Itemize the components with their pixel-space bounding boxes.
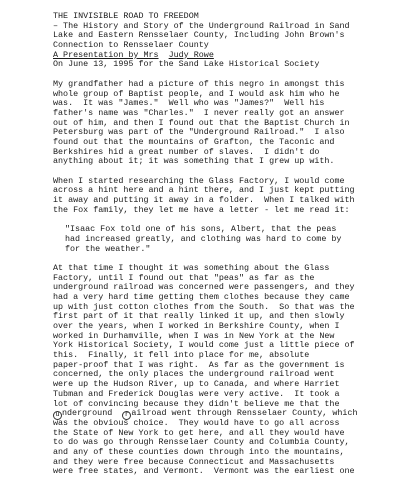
text-line: over the years, when I worked in Berkshire County, when I <box>53 321 340 331</box>
presenter-name: Judy Rowe <box>168 49 214 60</box>
text-line: father's name was "Charles." I never really got an answer <box>53 107 345 118</box>
text-line: had a very hard time getting them clothes because they came <box>53 291 350 302</box>
document-subtitle-line-3: Connection to Rensselaer County <box>53 40 209 51</box>
text-line: found out that the mountains of Grafton, the Taconic and <box>53 136 335 147</box>
quote-line: had increased greatly, and clothing was hard to come by <box>65 233 342 244</box>
presentation-date-line: On June 13, 1995 for the Sand Lake Historical Society <box>53 59 320 70</box>
text-line: underground railroad was concerned were passengers, and they <box>53 282 355 293</box>
text-line: to do was go through Rensselaer County and Columbia County, <box>53 437 350 448</box>
text-line: concerned, the only places the underground railroad went <box>53 369 335 380</box>
text-line: were free states, and Vermont. Vermont was the earliest one <box>53 466 355 477</box>
text-line: At that time I thought it was something about the Glass <box>53 262 330 273</box>
text-line: paper-proof that I was right. As far as the government is <box>53 359 345 370</box>
text-line: My grandfather had a picture of this negro in amongst this <box>53 78 345 89</box>
text-line: whole group of Baptist people, and I would ask him who he <box>53 88 340 99</box>
presentation-prefix: A Presentation by Mrs <box>53 49 159 60</box>
letter-quote <box>53 225 393 254</box>
marked-line-part-2: ailroad went through Rensselaer County, which <box>131 408 358 419</box>
text-line: and they were free because Connecticut and Massachusetts <box>53 456 335 467</box>
text-line: were up the Hudson River, up to Canada, and where Harriet <box>53 379 340 390</box>
text-line: worked in Durhamville, when I was in New York at the New <box>53 330 335 341</box>
text-line: When I started researching the Glass Factory, I would come <box>53 175 345 186</box>
document-subtitle-line-1: – The History and Story of the Underground Railroad in Sand <box>53 20 350 31</box>
marked-line-part-1: nderground <box>62 408 123 419</box>
text-line: Factory, until I found out that "peas" as far as the <box>53 272 315 283</box>
text-line: lot of convincing because they didn't believe me that the <box>53 398 340 409</box>
text-line: out of him, and then I found out that the Baptist Church in <box>53 117 350 128</box>
text-line: across a hint here and a hint there, and I just kept putting <box>53 185 355 196</box>
circled-u-mark: u <box>53 411 62 420</box>
circled-r-mark: r <box>122 411 131 420</box>
text-line: the State of New York to get here, and all they would have <box>53 427 345 438</box>
text-line: up with just cotton clothes from the South. So that was the <box>53 301 355 312</box>
document-subtitle-line-2: Lake and Eastern Rensselaer County, Including John Brown's <box>53 30 345 41</box>
text-line: was the obvious choice. They would have to go all across <box>53 417 340 428</box>
text-line: anything about it; it was something that I grew up with. <box>53 156 335 167</box>
text-line: and any of these counties down through into the mountains, <box>53 446 345 457</box>
paragraph-grandfather <box>53 80 393 167</box>
text-line: the Fox family, they let me have a letter - let me read it: <box>53 204 350 215</box>
quote-line: "Isaac Fox told one of his sons, Albert, that the peas <box>65 224 337 235</box>
text-line: York Historical Society, I would come just a little piece of <box>53 340 355 351</box>
paragraph-research <box>53 264 393 477</box>
text-line: it away and putting it away in a folder. When I talked with <box>53 195 355 206</box>
text-line: Petersburg was part of the "Underground Railroad." I also <box>53 127 345 138</box>
document-title: THE INVISIBLE ROAD TO FREEDOM <box>53 11 199 21</box>
text-line: this. Finally, it fell into place for me, absolute <box>53 350 310 361</box>
text-line: first part of it that really linked it up, and then slowly <box>53 311 345 322</box>
text-line: Tubman and Frederick Douglas were very active. It took a <box>53 388 340 399</box>
quote-line: for the weather." <box>65 243 151 254</box>
text-line-marked <box>53 409 393 419</box>
text-line: Berkshires hid a great number of slaves. I didn't do <box>53 146 320 157</box>
text-line: was. It was "James." Well who was "James?" Well his <box>53 98 325 109</box>
document-page <box>53 12 393 477</box>
paragraph-glass-factory <box>53 177 393 216</box>
